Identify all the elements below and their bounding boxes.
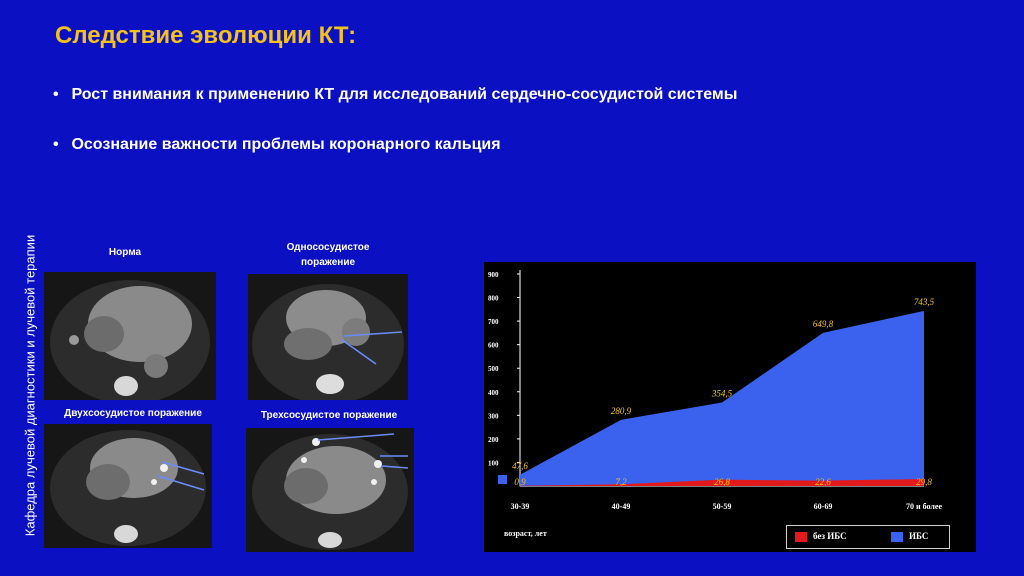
data-label-no-ihd: 7,2 (615, 477, 627, 487)
bullet-dot-icon: • (53, 136, 59, 153)
legend-swatch-ihd (891, 532, 903, 542)
legend-swatch-no-ihd (795, 532, 807, 542)
area-chart (484, 262, 976, 552)
y-tick-label: 400 (488, 388, 499, 397)
y-tick-label: 800 (488, 294, 499, 303)
y-tick-label: 900 (488, 271, 499, 279)
y-tick-label: 500 (488, 365, 499, 374)
department-label: Кафедра лучевой диагностики и лучевой терапии (22, 234, 38, 537)
x-tick-label: 50-59 (712, 502, 732, 511)
slide-title: Следствие эволюции КТ: (55, 22, 357, 49)
ct-image-norm (44, 272, 216, 400)
ct-caption-single-line1: Однососудистое (286, 242, 370, 253)
y-tick-label: 200 (488, 435, 499, 444)
bullet-item (53, 136, 501, 154)
data-label-ihd: 280,9 (610, 405, 632, 416)
bullet-dot-icon: • (53, 86, 59, 103)
data-label-ihd: 743,5 (913, 296, 935, 307)
data-label-ihd: 47,6 (512, 460, 528, 471)
chart-legend (786, 525, 950, 549)
y-tick-label: 700 (488, 318, 499, 327)
ct-image-triple (246, 428, 414, 552)
data-label-ihd: 649,8 (812, 318, 834, 329)
x-tick-label: 60-69 (813, 502, 833, 511)
y-tick-label: 600 (488, 341, 499, 350)
data-label-no-ihd: 29,8 (916, 477, 932, 487)
x-tick-label: 30-39 (510, 502, 530, 511)
ct-caption-single-line2: поражение (300, 257, 356, 268)
ct-image-double (44, 424, 212, 548)
y-tick-label: 300 (488, 412, 499, 421)
bullet-item (53, 86, 737, 104)
x-tick-label: 70 и более (906, 502, 942, 511)
ct-caption-double: Двухсосудистое поражение (64, 408, 202, 419)
ct-caption-single (258, 240, 398, 270)
bullet-text: Рост внимания к применению КТ для исследований сердечно-сосудистой системы (71, 86, 738, 103)
bullet-text: Осознание важности проблемы коронарного кальция (71, 136, 501, 153)
legend-label-ihd: ИБС (909, 531, 929, 541)
ct-caption-triple: Трехсосудистое поражение (260, 410, 398, 421)
data-label-ihd: 354,5 (711, 388, 733, 399)
ct-image-single (248, 274, 408, 400)
data-label-no-ihd: 22,6 (815, 477, 831, 487)
series-marker-square (498, 475, 507, 484)
data-label-no-ihd: 0,9 (514, 477, 526, 487)
y-tick-label: 100 (488, 459, 499, 468)
legend-label-no-ihd: без ИБС (813, 531, 847, 541)
area-chart-svg (484, 262, 976, 552)
ct-caption-norm: Норма (108, 247, 142, 258)
x-tick-label: 40-49 (611, 502, 631, 511)
x-axis-title: возраст, лет (504, 529, 547, 538)
data-label-no-ihd: 26,8 (714, 477, 730, 487)
